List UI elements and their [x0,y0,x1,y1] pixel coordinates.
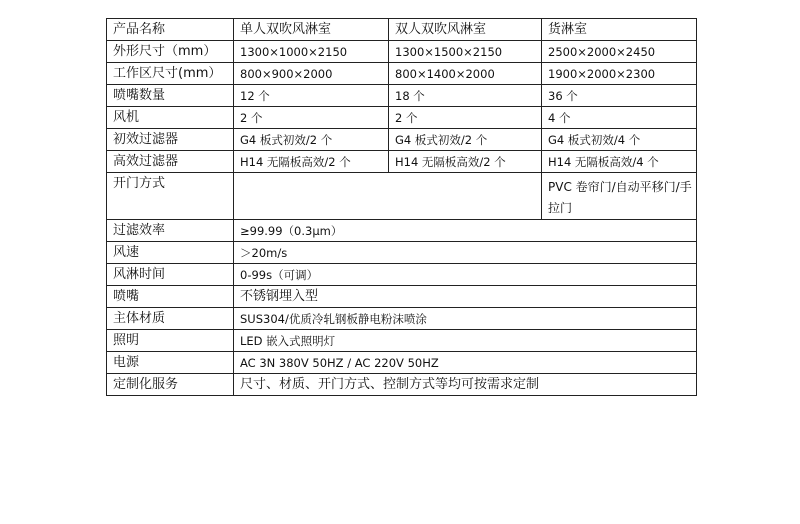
cell: 尺寸、材质、开门方式、控制方式等均可按需求定制 [234,374,697,396]
cell: AC 3N 380V 50HZ / AC 220V 50HZ [234,352,697,374]
door-row [107,173,697,220]
cell: 800×900×2000 [234,63,389,85]
table-row [107,220,697,242]
cargo-door-types: PVC 卷帘门/自动平移门/手拉门 [542,173,697,220]
cell: 800×1400×2000 [389,63,542,85]
header-label: 产品名称 [107,19,234,41]
row-label: 风淋时间 [107,264,234,286]
row-label: 初效过滤器 [107,129,234,151]
table-row [107,374,697,396]
cell: 18 个 [389,85,542,107]
cell: 2500×2000×2450 [542,41,697,63]
door-diagrams-cell [234,173,542,220]
cell: G4 板式初效/2 个 [234,129,389,151]
cell: 36 个 [542,85,697,107]
cell: 1900×2000×2300 [542,63,697,85]
table-row [107,264,697,286]
row-label: 过滤效率 [107,220,234,242]
table-row [107,151,697,173]
row-label: 喷嘴 [107,286,234,308]
cell: G4 板式初效/2 个 [389,129,542,151]
table-row [107,85,697,107]
row-label: 高效过滤器 [107,151,234,173]
row-label: 工作区尺寸(mm） [107,63,234,85]
table-header-row [107,19,697,41]
table-row [107,330,697,352]
cell: LED 嵌入式照明灯 [234,330,697,352]
table-row [107,129,697,151]
row-label: 喷嘴数量 [107,85,234,107]
cell: ≥99.99（0.3μm） [234,220,697,242]
cell: H14 无隔板高效/2 个 [389,151,542,173]
table-row [107,41,697,63]
row-label: 主体材质 [107,308,234,330]
spec-table [106,18,697,396]
cell: 1300×1500×2150 [389,41,542,63]
cell: 不锈钢埋入型 [234,286,697,308]
row-label: 照明 [107,330,234,352]
cell: 2 个 [234,107,389,129]
header-double-air-shower: 双人双吹风淋室 [389,19,542,41]
cell: 4 个 [542,107,697,129]
row-label: 开门方式 [107,173,234,220]
cell: G4 板式初效/4 个 [542,129,697,151]
cell: 1300×1000×2150 [234,41,389,63]
cell: H14 无隔板高效/2 个 [234,151,389,173]
cell: SUS304/优质冷轧钢板静电粉沫喷涂 [234,308,697,330]
table-row [107,352,697,374]
cell: H14 无隔板高效/4 个 [542,151,697,173]
table-row [107,286,697,308]
header-cargo-shower: 货淋室 [542,19,697,41]
header-single-air-shower: 单人双吹风淋室 [234,19,389,41]
table-row [107,107,697,129]
row-label: 外形尺寸（mm） [107,41,234,63]
cell: 12 个 [234,85,389,107]
row-label: 电源 [107,352,234,374]
table-row [107,308,697,330]
row-label: 风机 [107,107,234,129]
cell: 0-99s（可调） [234,264,697,286]
cell: 2 个 [389,107,542,129]
table-row [107,63,697,85]
row-label: 风速 [107,242,234,264]
cell: ＞20m/s [234,242,697,264]
table-row [107,242,697,264]
row-label: 定制化服务 [107,374,234,396]
